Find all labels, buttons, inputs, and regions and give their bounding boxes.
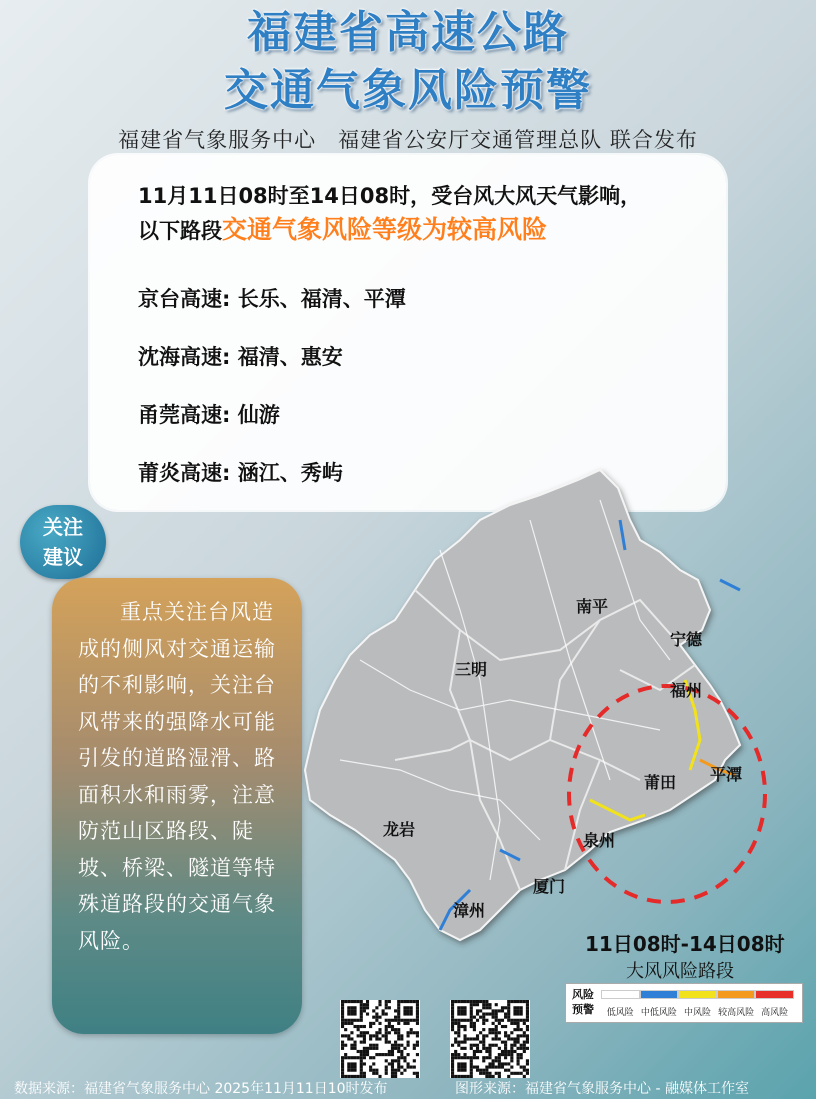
city-label: 三明 (455, 660, 488, 679)
map-caption: 大风风险路段 (626, 961, 734, 982)
forecast-time-range: 11日08时-14日08时 (585, 932, 785, 956)
city-label: 泉州 (583, 831, 616, 850)
badge-line-1: 关注 (43, 515, 83, 539)
city-label: 平潭 (710, 765, 743, 784)
fujian-map (300, 460, 816, 980)
legend-level-label: 高风险 (761, 1008, 789, 1018)
city-label: 莆田 (644, 773, 677, 792)
legend-level-label: 较高风险 (718, 1008, 755, 1018)
city-label: 南平 (576, 597, 609, 616)
headline-line-1: 11月11日08时至14日08时，受台风大风天气影响， (138, 184, 642, 208)
warning-headline (138, 179, 641, 248)
legend-level-names (601, 1005, 794, 1018)
data-source-footer: 数据来源：福建省气象服务中心 2025年11月11日10时发布 (14, 1081, 388, 1097)
road-item: 甬莞高速: 仙游 (138, 403, 280, 427)
legend-swatch (601, 990, 640, 999)
legend-level-label: 低风险 (606, 1008, 634, 1018)
legend-level-label: 中风险 (683, 1008, 711, 1018)
headline-line-2 (138, 213, 641, 248)
legend-title (569, 987, 597, 1017)
warning-panel (90, 155, 726, 510)
advice-text: 重点关注台风造成的侧风对交通运输的不利影响，关注台风带来的强降水可能引发的道路湿滑、路面积水和雨雾，注意防范山区路段、陡坡、桥梁、隧道等特殊道路段的交通气象风险。 (78, 600, 276, 953)
qr-code-right[interactable] (450, 1000, 530, 1078)
legend-title-line-1: 风险 (572, 988, 594, 1001)
legend-swatch (640, 990, 679, 999)
city-label: 龙岩 (383, 820, 416, 839)
road-item: 沈海高速: 福清、惠安 (138, 345, 343, 369)
qr-code-left[interactable] (340, 1000, 420, 1078)
city-label: 福州 (670, 681, 703, 700)
road-item: 莆炎高速: 涵江、秀屿 (138, 461, 343, 485)
legend-swatch (678, 990, 717, 999)
legend-color-bar (601, 990, 794, 997)
risk-level-text: 交通气象风险等级为较高风险 (222, 215, 548, 244)
legend-swatch (755, 990, 794, 999)
city-label: 厦门 (533, 877, 566, 896)
province-outline (305, 470, 743, 940)
city-label: 宁德 (670, 630, 703, 649)
advice-badge (20, 505, 106, 579)
risk-legend (565, 983, 803, 1023)
advice-panel (52, 578, 302, 1034)
graphic-source-footer: 图形来源：福建省气象服务中心 - 融媒体工作室 (455, 1081, 749, 1097)
city-label: 漳州 (453, 901, 486, 920)
legend-level-label: 中低风险 (640, 1008, 677, 1018)
road-item: 京台高速: 长乐、福清、平潭 (138, 287, 406, 311)
badge-line-2: 建议 (43, 545, 83, 569)
title-line-2: 交通气象风险预警 (224, 65, 592, 116)
title-line-1: 福建省高速公路 (247, 7, 569, 58)
legend-swatch (717, 990, 756, 999)
headline-prefix: 以下路段 (138, 219, 222, 243)
publisher-subtitle: 福建省气象服务中心 福建省公安厅交通管理总队 联合发布 (118, 128, 698, 152)
legend-title-line-2: 预警 (572, 1003, 594, 1016)
